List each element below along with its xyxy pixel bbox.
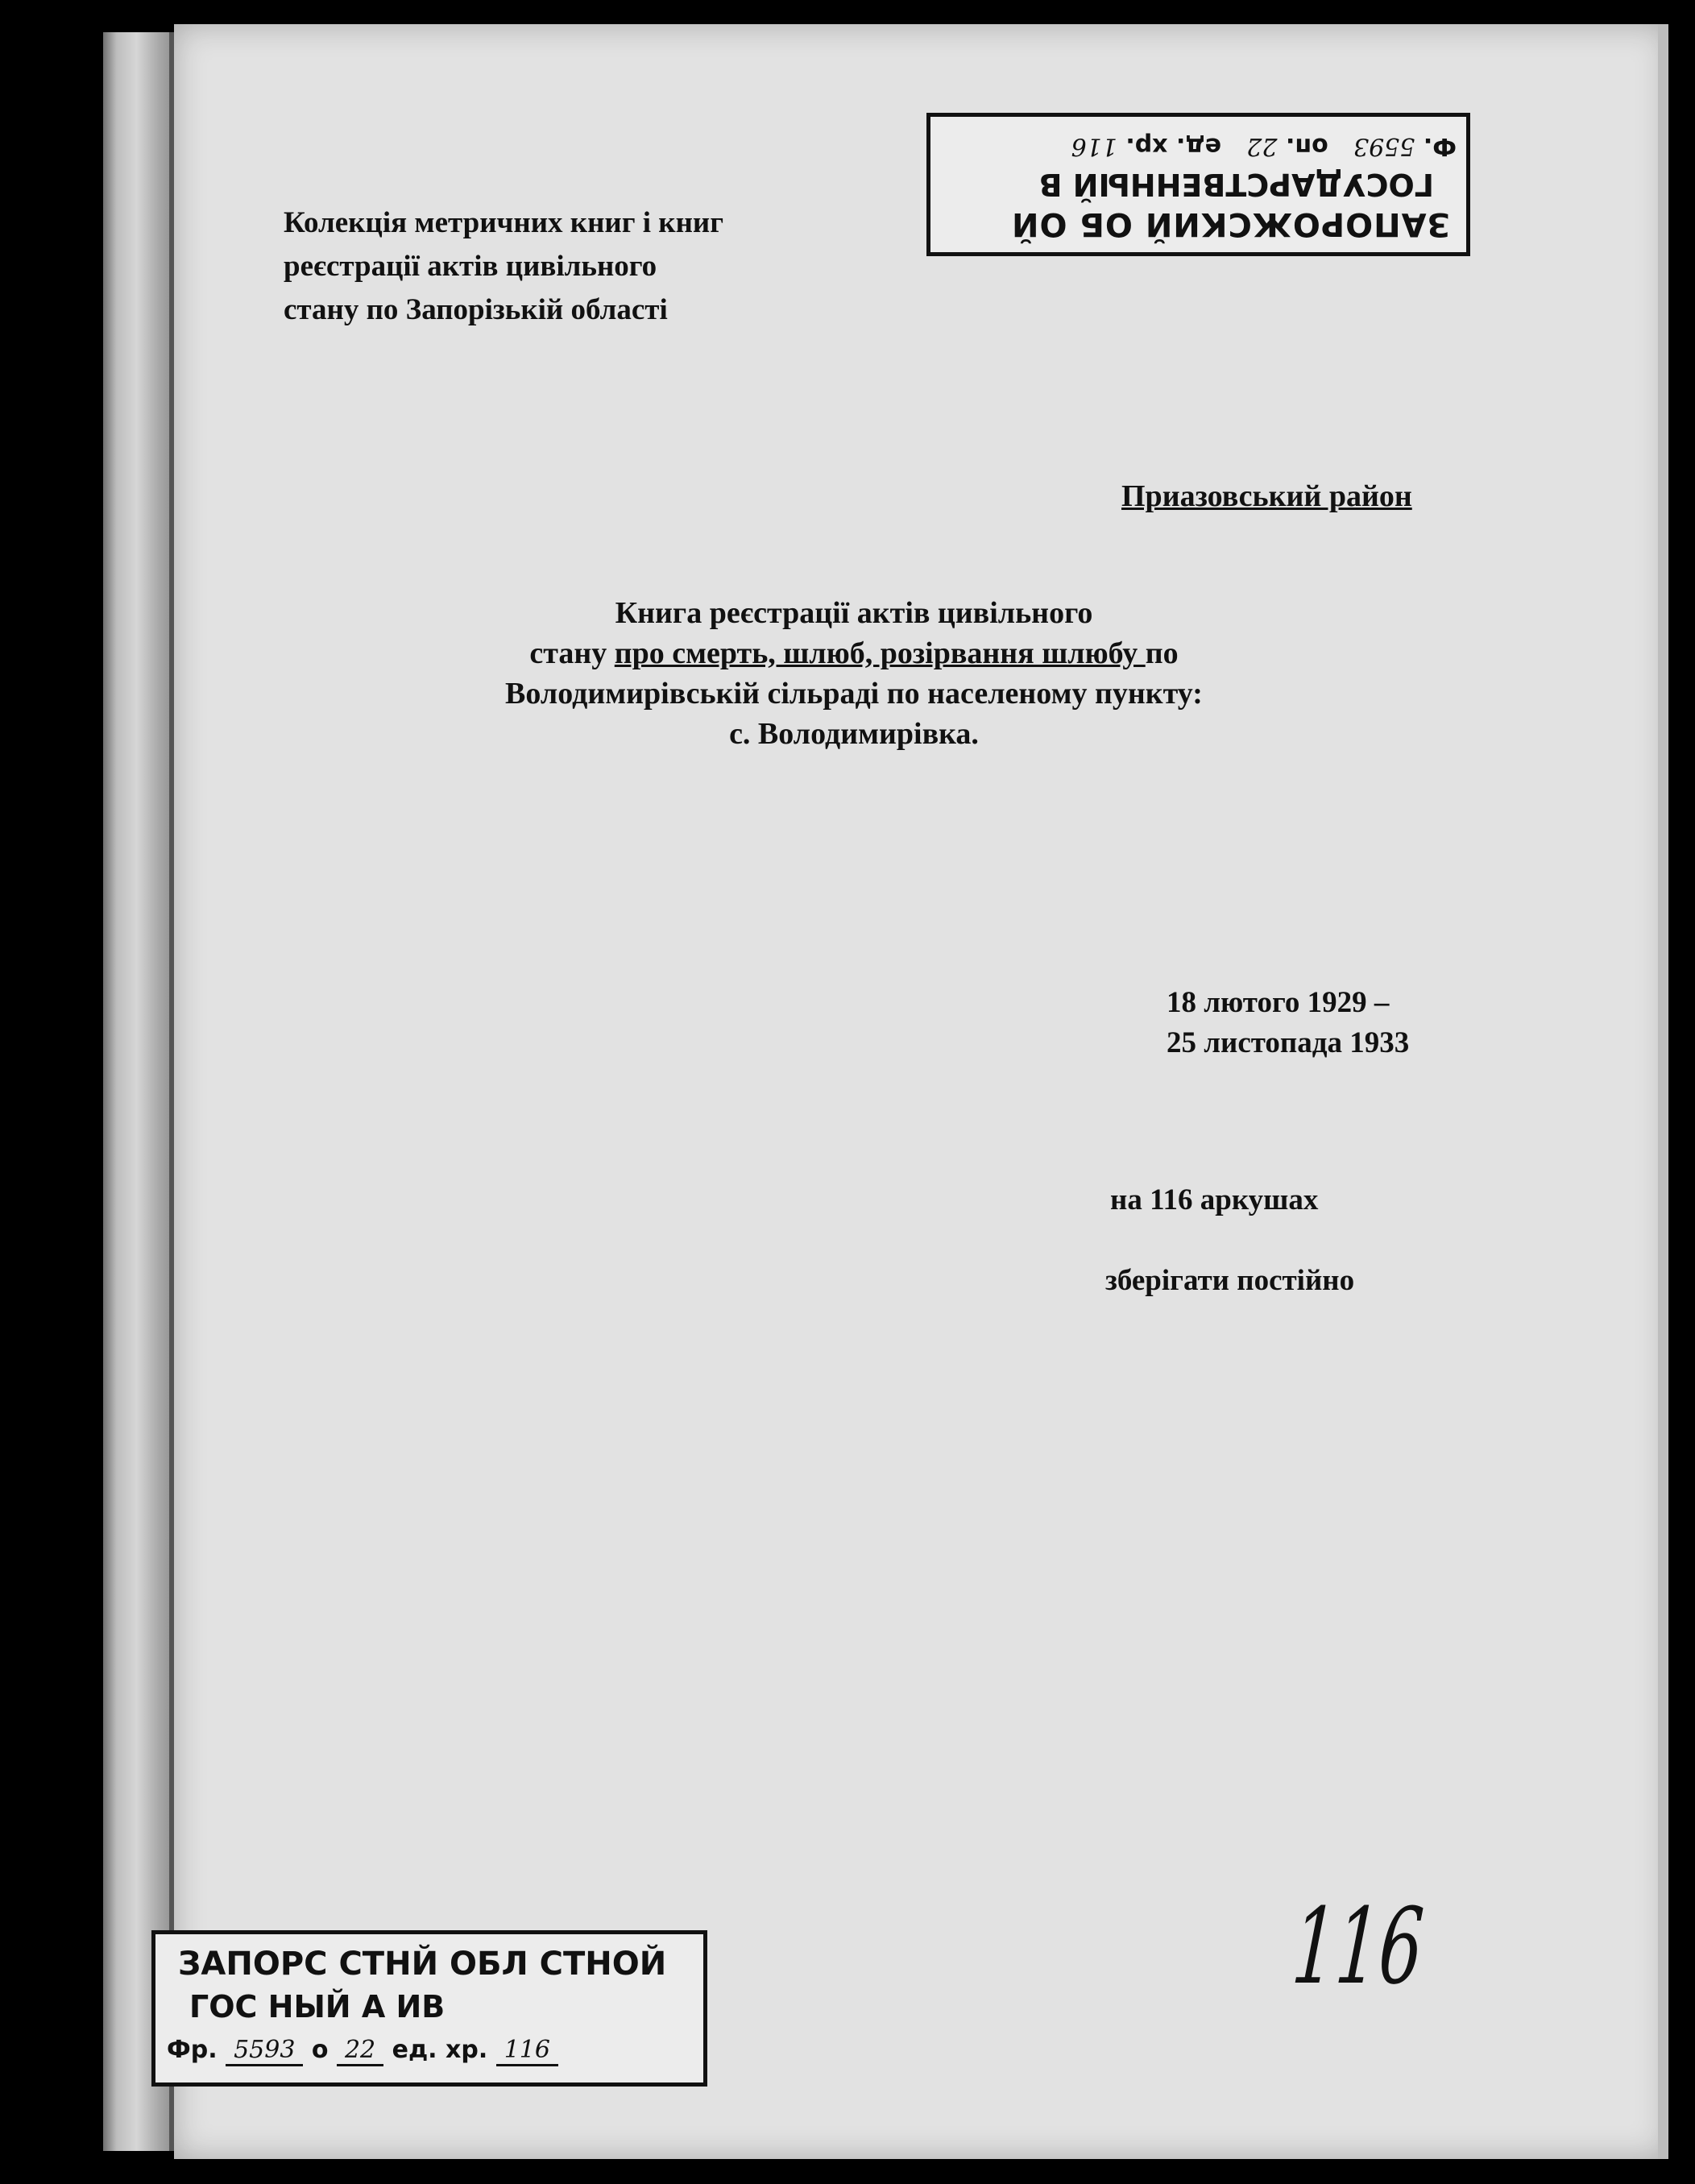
book-title-line2 <box>451 633 1257 673</box>
district-name: Приазовський район <box>1121 479 1412 513</box>
book-title-record-types: про смерть, шлюб, розірвання шлюбу <box>614 636 1146 670</box>
stamp-top-opis-prefix: оп. <box>1285 132 1328 160</box>
stamp-top-fond-prefix: Ф. <box>1423 132 1457 160</box>
stamp-bottom-opis: 22 <box>337 2036 383 2066</box>
page-edge <box>1658 24 1668 2159</box>
collection-title-line: стану по Запорізькій області <box>284 293 668 326</box>
stamp-bottom-item: 116 <box>496 2036 558 2066</box>
archive-stamp-top <box>926 113 1470 256</box>
stamp-top-item: 116 <box>1071 132 1117 160</box>
book-title-line4: с. Володимирівка. <box>729 717 979 751</box>
stamp-top-reference <box>1071 132 1457 160</box>
book-title-line3: Володимирівській сільраді по населеному пункту: <box>505 677 1203 711</box>
book-title-suffix: по <box>1145 636 1179 670</box>
stamp-bottom-line1: ЗАПОРС СТНЙ ОБЛ СТНОЙ <box>178 1946 667 1983</box>
book-title <box>451 593 1257 754</box>
stamp-bottom-reference <box>167 2036 558 2066</box>
stamp-top-fond: 5593 <box>1353 132 1415 160</box>
stamp-top-item-prefix: ед. хр. <box>1125 132 1221 160</box>
date-from: 18 лютого 1929 – <box>1167 986 1390 1019</box>
collection-title <box>284 201 723 332</box>
stamp-top-line1: ЗАПОРОЖСКИЙ ОБ ОЙ <box>1011 205 1450 242</box>
archive-stamp-bottom <box>151 1930 707 2087</box>
retention-note: зберігати постійно <box>1105 1264 1355 1297</box>
binding-strip <box>103 32 177 2151</box>
sheet-count: на 116 аркушах <box>1110 1183 1319 1216</box>
date-to: 25 листопада 1933 <box>1167 1026 1410 1059</box>
date-range <box>1167 983 1409 1063</box>
book-title-line1: Книга реєстрації актів цивільного <box>615 596 1093 630</box>
stamp-bottom-opis-prefix: о <box>311 2036 329 2064</box>
stamp-top-opis: 22 <box>1246 132 1278 160</box>
stamp-bottom-fond-prefix: Фр. <box>167 2036 218 2064</box>
book-title-prefix: стану <box>529 636 615 670</box>
handwritten-folio-number: 116 <box>1288 1885 1428 2008</box>
stamp-top-line2: ГОСУДАРСТВЕННЫЙ В <box>1038 167 1434 202</box>
document-page <box>174 24 1668 2159</box>
collection-title-line: реєстрації актів цивільного <box>284 250 657 283</box>
stamp-bottom-fond: 5593 <box>226 2036 303 2066</box>
stamp-bottom-line2: ГОС НЫЙ А ИВ <box>189 1989 446 2024</box>
collection-title-line: Колекція метричних книг і книг <box>284 206 724 239</box>
stamp-bottom-item-prefix: ед. хр. <box>392 2036 488 2064</box>
